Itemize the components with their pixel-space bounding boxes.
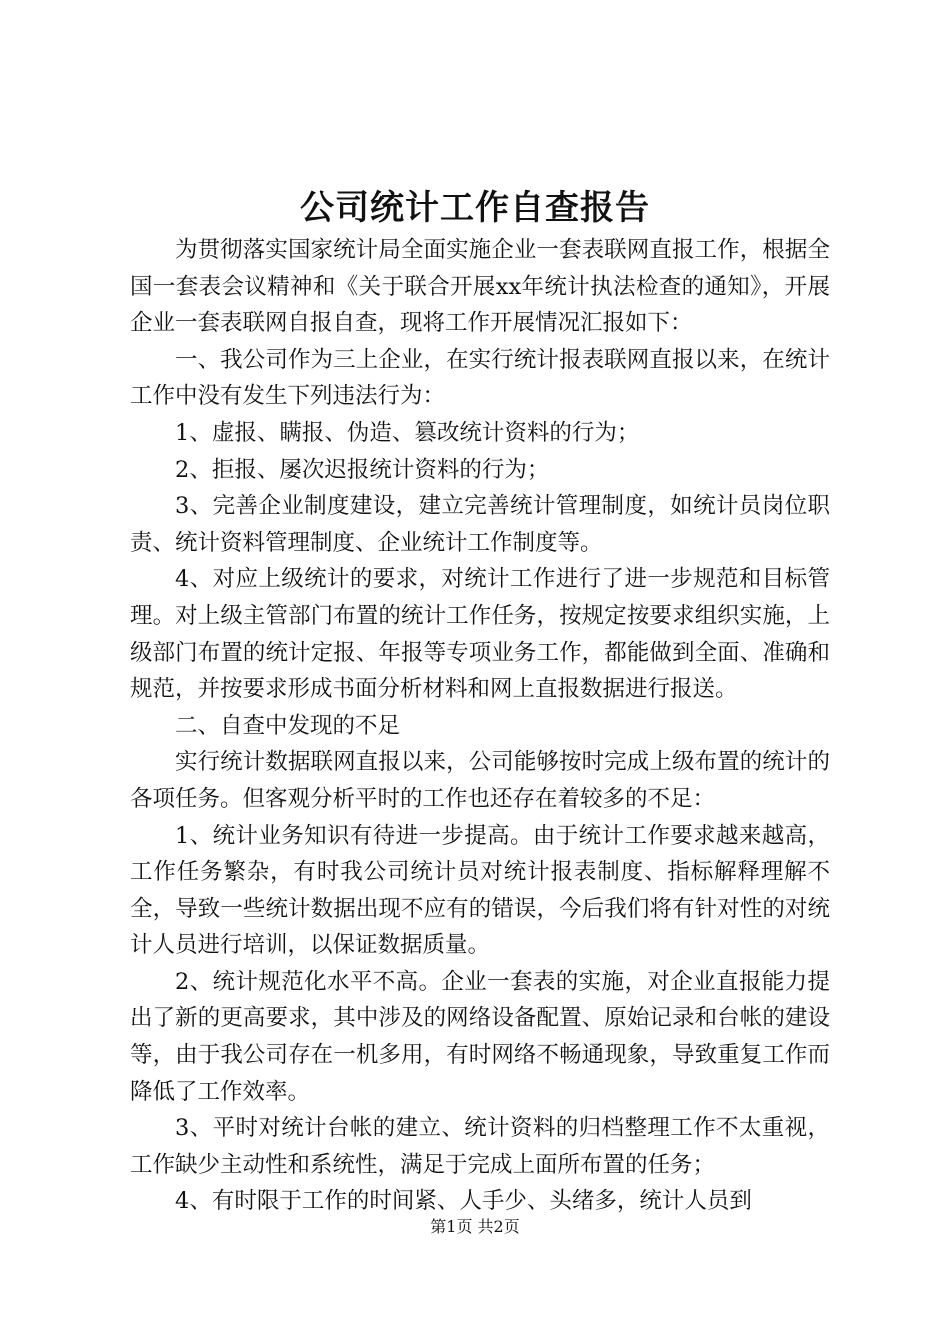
paragraph-item: 3、平时对统计台帐的建立、统计资料的归档整理工作不太重视，工作缺少主动性和系统性，满足于完成上面所布置的任务； — [130, 1115, 830, 1178]
paragraph-item: 1、虚报、瞒报、伪造、篡改统计资料的行为； — [175, 419, 640, 446]
paragraph-section-two-intro: 实行统计数据联网直报以来，公司能够按时完成上级布置的统计的各项任务。但客观分析平时的工作也还存在着较多的不足： — [130, 749, 830, 812]
paragraph-section-two: 二、自查中发现的不足 — [175, 712, 401, 739]
paragraph-item: 1、统计业务知识有待进一步提高。由于统计工作要求越来越高，工作任务繁杂，有时我公司统计员对统计报表制度、指标解释理解不全，导致一些统计数据出现不应有的错误，今后我们将有针对性的对统计人员进行培训，以保证数据质量。 — [130, 822, 830, 959]
paragraph-section-one: 一、我公司作为三上企业，在实行统计报表联网直报以来，在统计工作中没有发生下列违法行为： — [130, 346, 830, 410]
page-footer: 第1页 共2页 — [430, 1217, 520, 1236]
paragraph-item: 2、统计规范化水平不高。企业一套表的实施，对企业直报能力提出了新的更高要求，其中涉及的网络设备配置、原始记录和台帐的建设等，由于我公司存在一机多用，有时网络不畅通现象，导致重复工作而降低了工作效率。 — [130, 968, 830, 1105]
document-body — [130, 232, 830, 1220]
paragraph-item: 3、完善企业制度建设，建立完善统计管理制度，如统计员岗位职责、统计资料管理制度、企业统计工作制度等。 — [130, 493, 830, 556]
paragraph-item: 4、有时限于工作的时间紧、人手少、头绪多，统计人员到 — [175, 1188, 752, 1215]
paragraph-intro: 为贯彻落实国家统计局全面实施企业一套表联网直报工作，根据全国一套表会议精神和《关于联合开展xx年统计执法检查的通知》，开展企业一套表联网自报自查，现将工作开展情况汇报如下： — [130, 237, 830, 337]
paragraph-item: 4、对应上级统计的要求，对统计工作进行了进一步规范和目标管理。对上级主管部门布置的统计工作任务，按规定按要求组织实施，上级部门布置的统计定报、年报等专项业务工作，都能做到全面、准确和规范，并按要求形成书面分析材料和网上直报数据进行报送。 — [130, 566, 830, 703]
paragraph-item: 2、拒报、屡次迟报统计资料的行为； — [175, 456, 550, 483]
document-title: 公司统计工作自查报告 — [300, 188, 650, 228]
